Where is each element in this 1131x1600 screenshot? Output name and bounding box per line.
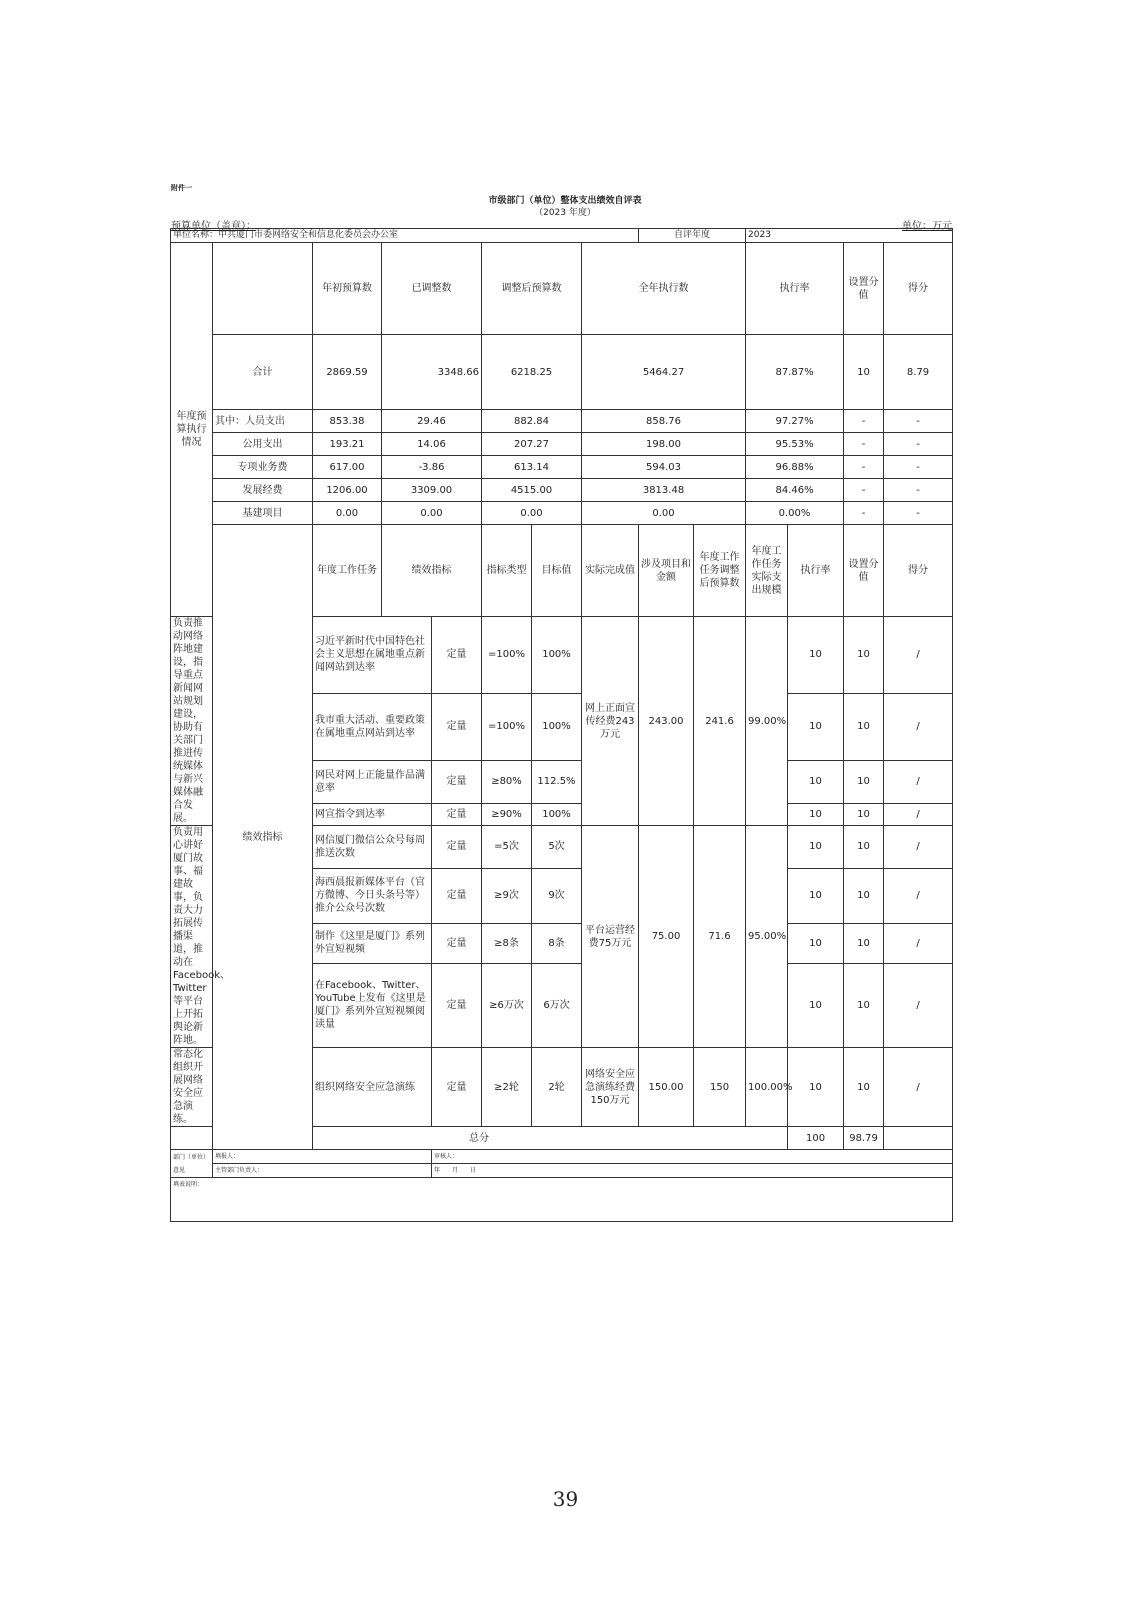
budget-row	[171, 433, 953, 456]
indicator-score-set: 10	[788, 617, 844, 694]
budget-score: -	[884, 456, 953, 479]
budget-score: 8.79	[884, 335, 953, 410]
budget-rate: 95.53%	[746, 433, 844, 456]
work-task: 负责推动网络阵地建设，指导重点新闻网站规划建设，协助有关部门推进传统媒体与新兴媒体融合发展。	[171, 617, 213, 826]
note-row	[171, 1178, 953, 1222]
indicator-score-set: 10	[788, 826, 844, 869]
perf-header-score: 得分	[884, 525, 953, 617]
perf-header-actual-spend: 年度工作任务实际支出规模	[746, 525, 788, 617]
budget-header-adjusted: 已调整数	[382, 243, 482, 335]
indicator-issue: /	[884, 760, 953, 804]
note-label: 填表说明：	[171, 1178, 953, 1222]
exec-rate: 95.00%	[746, 826, 788, 1048]
indicator-actual: 100%	[532, 617, 582, 694]
indicator-score: 10	[844, 924, 884, 963]
unit-row	[171, 229, 953, 243]
indicator-type: 定量	[432, 924, 482, 963]
budget-row-label: 发展经费	[213, 479, 313, 502]
budget-adjusted: 29.46	[382, 410, 482, 433]
budget-initial: 0.00	[313, 502, 382, 525]
indicator-score-set: 10	[788, 804, 844, 826]
head-label: 主管部门负责人：	[213, 1164, 432, 1178]
total-issue-blank	[884, 1127, 953, 1150]
budget-adjusted: 3348.66	[382, 335, 482, 410]
indicator-target: ≥8条	[482, 924, 532, 963]
budget-initial: 1206.00	[313, 479, 382, 502]
indicator-name: 我市重大活动、重要政策在属地重点网站到达率	[313, 693, 432, 760]
budget-header-executed: 全年执行数	[582, 243, 746, 335]
perf-header-exec-rate: 执行率	[788, 525, 844, 617]
indicator-type: 定量	[432, 1048, 482, 1127]
perf-header-project: 涉及项目和金额	[639, 525, 694, 617]
exec-rate: 99.00%	[746, 617, 788, 826]
budget-initial: 193.21	[313, 433, 382, 456]
budget-executed: 198.00	[582, 433, 746, 456]
budget-rate: 84.46%	[746, 479, 844, 502]
perf-header-type: 指标类型	[482, 525, 532, 617]
budget-after: 0.00	[482, 502, 582, 525]
indicator-issue: /	[884, 804, 953, 826]
date-label: 年 月 日	[432, 1164, 953, 1178]
budget-after: 6218.25	[482, 335, 582, 410]
project-amount: 网上正面宣传经费243万元	[582, 617, 639, 826]
work-task: 负责用心讲好厦门故事、福建故事，负责大力拓展传播渠道，推动在Facebook、Twitter等平台上开拓舆论新阵地。	[171, 826, 213, 1048]
budget-row-label: 基建项目	[213, 502, 313, 525]
budget-score: -	[884, 433, 953, 456]
budget-rate: 0.00%	[746, 502, 844, 525]
indicator-score-set: 10	[788, 693, 844, 760]
indicator-name: 制作《这里是厦门》系列外宣短视频	[313, 924, 432, 963]
budget-rate: 96.88%	[746, 456, 844, 479]
filler-label: 填报人：	[213, 1150, 432, 1164]
budget-row-label: 专项业务费	[213, 456, 313, 479]
perf-header-task: 年度工作任务	[313, 525, 382, 617]
budget-row-label: 公用支出	[213, 433, 313, 456]
indicator-target: ≥2轮	[482, 1048, 532, 1127]
indicator-actual: 100%	[532, 804, 582, 826]
indicator-score: 10	[844, 617, 884, 694]
budget-header-score-set: 设置分值	[844, 243, 884, 335]
budget-initial: 853.38	[313, 410, 382, 433]
budget-score-set: -	[844, 433, 884, 456]
budget-score-set: -	[844, 456, 884, 479]
budget-score: -	[884, 479, 953, 502]
indicator-target: ≥90%	[482, 804, 532, 826]
indicator-issue: /	[884, 617, 953, 694]
budget-executed: 5464.27	[582, 335, 746, 410]
indicator-type: 定量	[432, 963, 482, 1047]
evaluation-table	[170, 228, 953, 1222]
perf-header-actual: 实际完成值	[582, 525, 639, 617]
budget-initial: 617.00	[313, 456, 382, 479]
indicator-name: 习近平新时代中国特色社会主义思想在属地重点新闻网站到达率	[313, 617, 432, 694]
perf-header-adj-budget: 年度工作任务调整后预算数	[694, 525, 746, 617]
unit-name: 单位名称：中共厦门市委网络安全和信息化委员会办公室	[171, 229, 639, 243]
indicator-name: 网信厦门微信公众号每周推送次数	[313, 826, 432, 869]
budget-row	[171, 479, 953, 502]
indicator-score-set: 10	[788, 924, 844, 963]
form-title: 市级部门（单位）整体支出绩效自评表	[488, 196, 642, 206]
budget-score-set: -	[844, 479, 884, 502]
indicator-score: 10	[844, 760, 884, 804]
exec-rate: 100.00%	[746, 1048, 788, 1127]
budget-score-set: 10	[844, 335, 884, 410]
indicator-name: 组织网络安全应急演练	[313, 1048, 432, 1127]
indicator-target: ≥80%	[482, 760, 532, 804]
budget-row	[171, 410, 953, 433]
indicator-name: 网民对网上正能量作品满意率	[313, 760, 432, 804]
attachment-label: 附件一	[171, 184, 192, 192]
indicator-type: 定量	[432, 617, 482, 694]
budget-after: 4515.00	[482, 479, 582, 502]
adjusted-budget: 243.00	[639, 617, 694, 826]
performance-section-label: 绩效指标	[213, 525, 313, 1150]
budget-header-rate: 执行率	[746, 243, 844, 335]
project-amount: 网络安全应急演练经费150万元	[582, 1048, 639, 1127]
budget-executed: 858.76	[582, 410, 746, 433]
budget-after: 882.84	[482, 410, 582, 433]
indicator-actual: 9次	[532, 868, 582, 924]
eval-year-value: 2023	[746, 229, 953, 243]
actual-spend: 241.6	[694, 617, 746, 826]
budget-row	[171, 335, 953, 410]
perf-header-indicator: 绩效指标	[382, 525, 482, 617]
indicator-type: 定量	[432, 826, 482, 869]
eval-year-label: 自评年度	[639, 229, 746, 243]
total-score: 98.79	[844, 1127, 884, 1150]
indicator-type: 定量	[432, 868, 482, 924]
indicator-actual: 5次	[532, 826, 582, 869]
indicator-score-set: 10	[788, 963, 844, 1047]
indicator-target: =100%	[482, 617, 532, 694]
budget-row-label: 合计	[213, 335, 313, 410]
indicator-actual: 6万次	[532, 963, 582, 1047]
indicator-score-set: 10	[788, 760, 844, 804]
budget-adjusted: 3309.00	[382, 479, 482, 502]
budget-row	[171, 502, 953, 525]
indicator-issue: /	[884, 826, 953, 869]
adjusted-budget: 150.00	[639, 1048, 694, 1127]
form-year: （2023 年度）	[534, 208, 596, 218]
budget-adjusted: 0.00	[382, 502, 482, 525]
budget-adjusted: -3.86	[382, 456, 482, 479]
indicator-score: 10	[844, 826, 884, 869]
indicator-issue: /	[884, 1048, 953, 1127]
indicator-type: 定量	[432, 760, 482, 804]
indicator-issue: /	[884, 963, 953, 1047]
budget-score-set: -	[844, 410, 884, 433]
budget-executed: 0.00	[582, 502, 746, 525]
indicator-score: 10	[844, 963, 884, 1047]
budget-unit-label: 预算单位（盖章）：	[171, 221, 256, 232]
indicator-name: 海西晨报新媒体平台（官方微博、今日头条号等）推介公众号次数	[313, 868, 432, 924]
budget-row	[171, 456, 953, 479]
budget-rate: 87.87%	[746, 335, 844, 410]
indicator-actual: 112.5%	[532, 760, 582, 804]
signature-row	[171, 1150, 953, 1164]
budget-score: -	[884, 410, 953, 433]
reviewer-label: 审核人：	[432, 1150, 953, 1164]
indicator-issue: /	[884, 924, 953, 963]
money-unit-label: 单位：万元	[902, 221, 952, 232]
signature-row	[171, 1164, 953, 1178]
budget-adjusted: 14.06	[382, 433, 482, 456]
indicator-score: 10	[844, 868, 884, 924]
budget-header-score: 得分	[884, 243, 953, 335]
indicator-score-set: 10	[788, 868, 844, 924]
project-amount: 平台运营经费75万元	[582, 826, 639, 1048]
indicator-score-set: 10	[788, 1048, 844, 1127]
budget-after: 207.27	[482, 433, 582, 456]
indicator-name: 在Facebook、Twitter、YouTube上发布《这里是厦门》系列外宣短视频阅读量	[313, 963, 432, 1047]
indicator-target: =100%	[482, 693, 532, 760]
indicator-issue: /	[884, 868, 953, 924]
work-task: 常态化组织开展网络安全应急演练。	[171, 1048, 213, 1127]
budget-executed: 594.03	[582, 456, 746, 479]
indicator-target: =5次	[482, 826, 532, 869]
total-row	[171, 1127, 953, 1150]
performance-header-row	[171, 525, 953, 617]
budget-initial: 2869.59	[313, 335, 382, 410]
budget-score-set: -	[844, 502, 884, 525]
adjusted-budget: 75.00	[639, 826, 694, 1048]
budget-header-blank	[213, 243, 313, 335]
budget-header-after: 调整后预算数	[482, 243, 582, 335]
budget-header-initial: 年初预算数	[313, 243, 382, 335]
indicator-type: 定量	[432, 804, 482, 826]
budget-score: -	[884, 502, 953, 525]
budget-after: 613.14	[482, 456, 582, 479]
indicator-actual: 2轮	[532, 1048, 582, 1127]
indicator-issue: /	[884, 693, 953, 760]
indicator-score: 10	[844, 804, 884, 826]
budget-header-row	[171, 243, 953, 335]
perf-header-score-set: 设置分值	[844, 525, 884, 617]
budget-row-label: 其中：人员支出	[213, 410, 313, 433]
budget-executed: 3813.48	[582, 479, 746, 502]
indicator-name: 网宣指令到达率	[313, 804, 432, 826]
actual-spend: 150	[694, 1048, 746, 1127]
budget-rate: 97.27%	[746, 410, 844, 433]
indicator-score: 10	[844, 1048, 884, 1127]
total-label: 总分	[171, 1127, 788, 1150]
dept-opinion-label: 部门（单位）意见	[171, 1150, 213, 1178]
indicator-target: ≥6万次	[482, 963, 532, 1047]
indicator-actual: 100%	[532, 693, 582, 760]
page-number: 39	[552, 1487, 579, 1511]
total-set: 100	[788, 1127, 844, 1150]
indicator-type: 定量	[432, 693, 482, 760]
perf-header-target: 目标值	[532, 525, 582, 617]
indicator-score: 10	[844, 693, 884, 760]
actual-spend: 71.6	[694, 826, 746, 1048]
indicator-target: ≥9次	[482, 868, 532, 924]
indicator-actual: 8条	[532, 924, 582, 963]
budget-section-label: 年度预算执行情况	[171, 243, 213, 617]
